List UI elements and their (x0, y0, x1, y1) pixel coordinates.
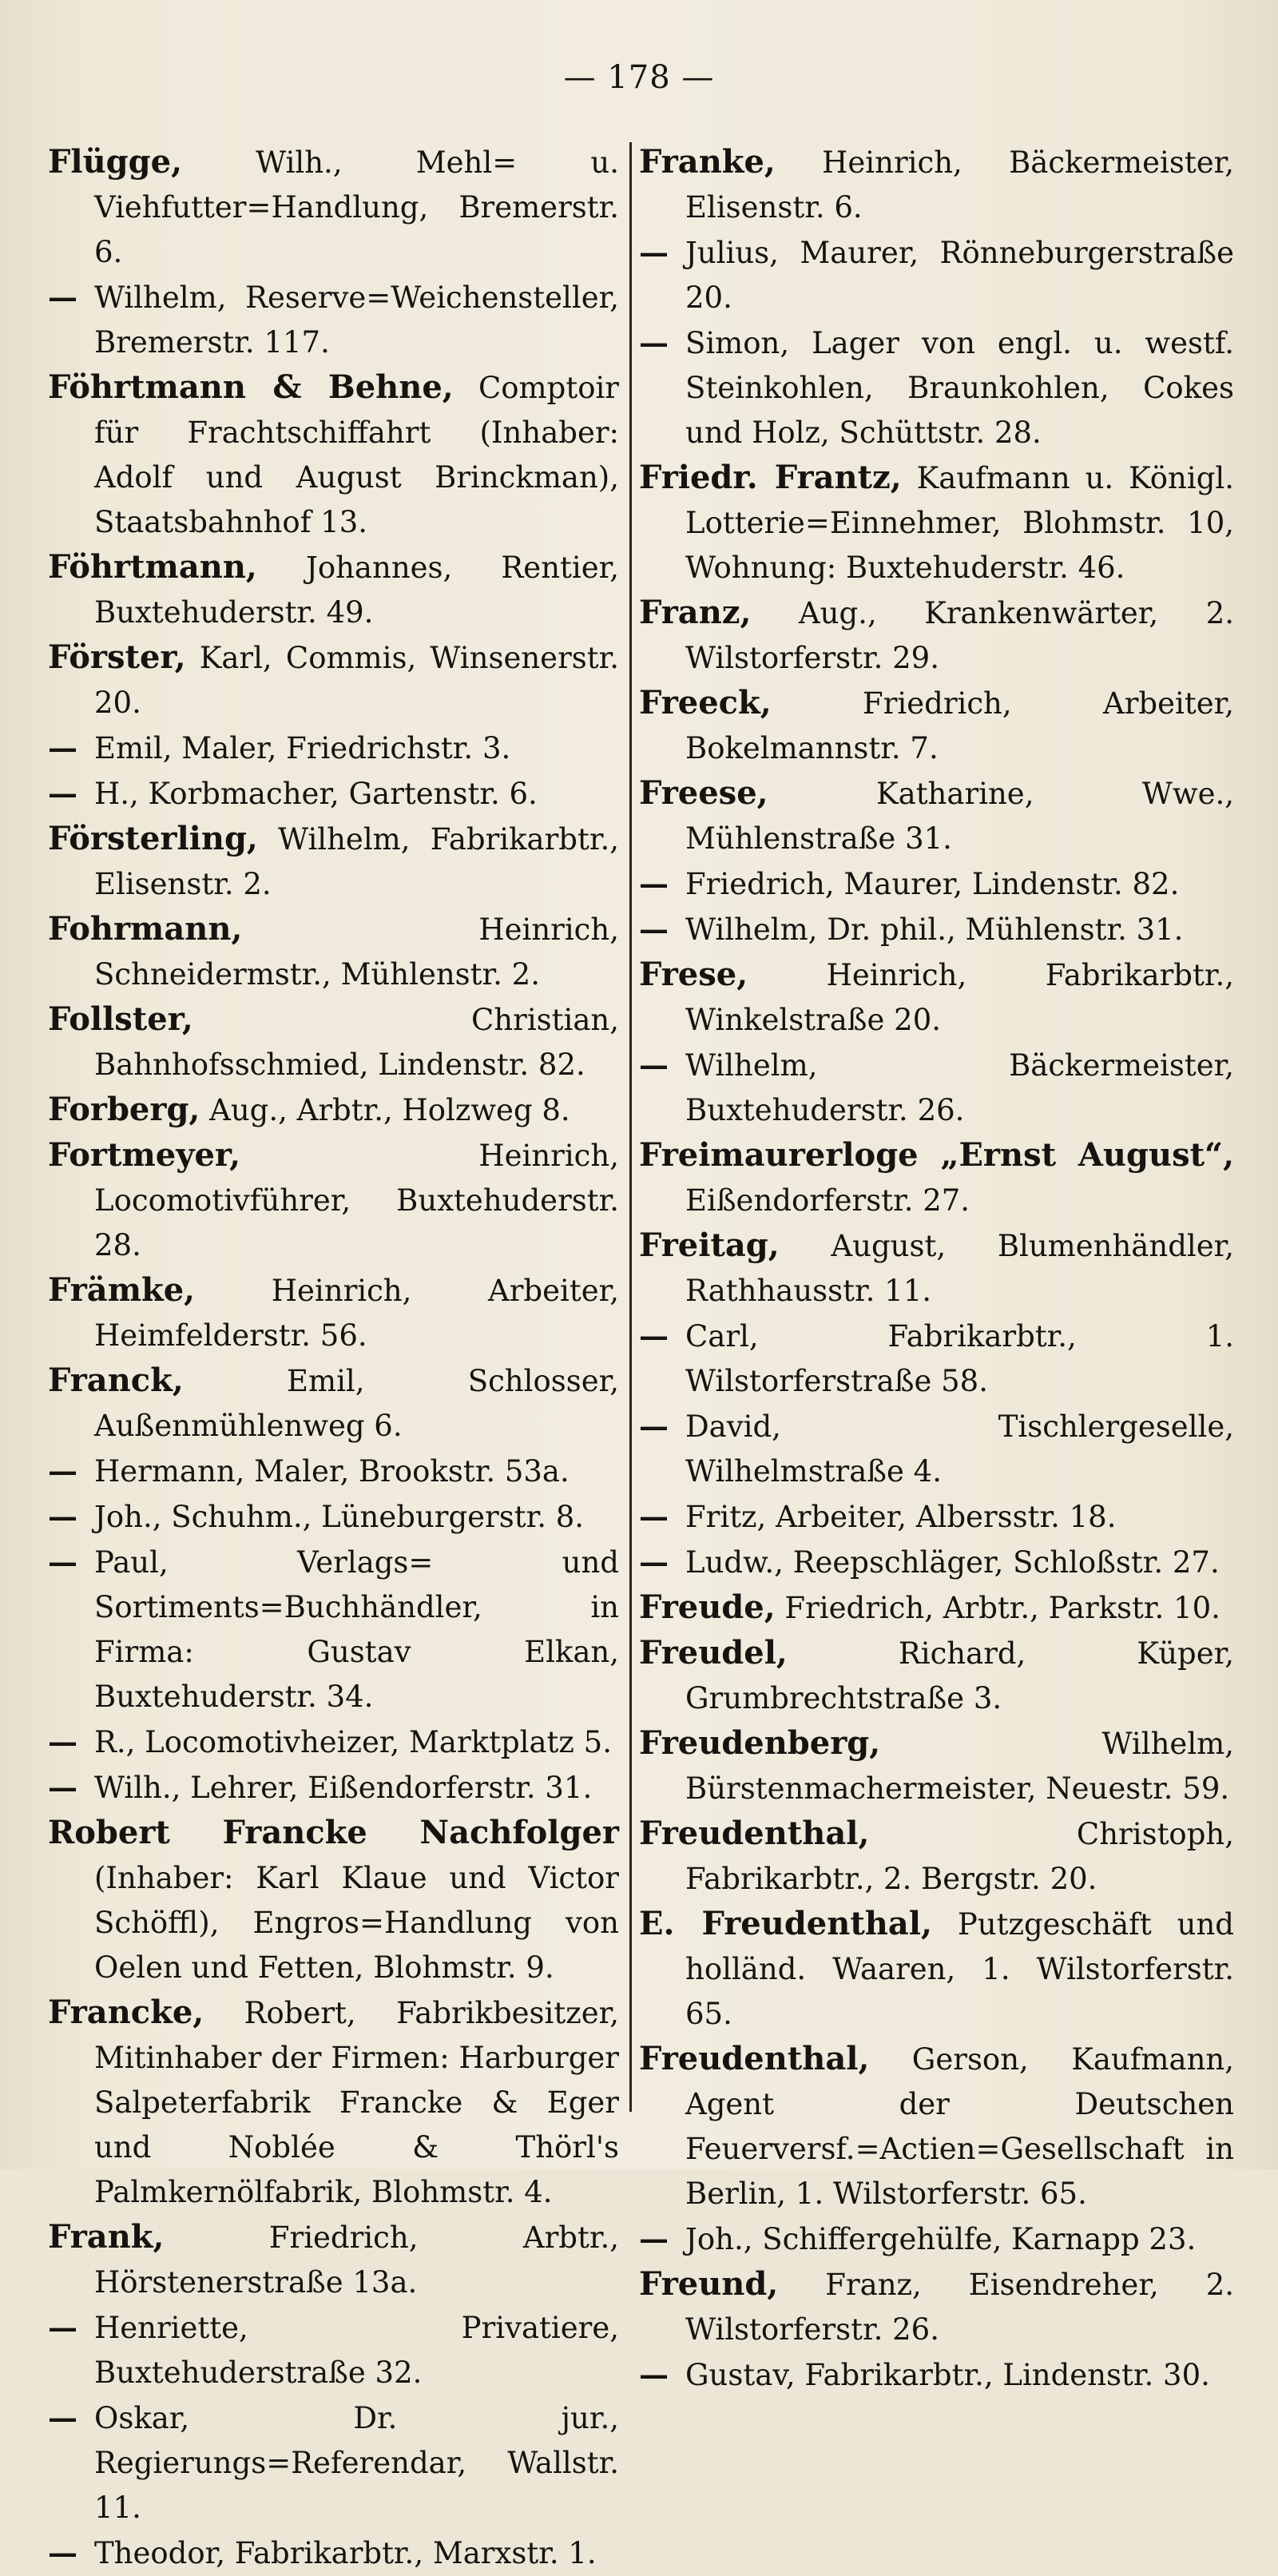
ditto-dash: — (639, 1409, 669, 1444)
entry-details: Wilhelm, Fabrikarbtr., Elisenstr. 2. (94, 822, 619, 901)
entry-details: Christian, Bahnhofsschmied, Lindenstr. 82. (94, 1003, 619, 1082)
ditto-dash: — (48, 1724, 77, 1759)
ditto-dash: — (48, 2310, 77, 2345)
entry-details: Aug., Arbtr., Holzweg 8. (200, 1093, 570, 1127)
entry-details: Ludw., Reepschläger, Schloßstr. 27. (685, 1545, 1220, 1580)
directory-entry (639, 2037, 1234, 2216)
ditto-dash: — (48, 2535, 77, 2570)
ditto-dash: — (639, 235, 669, 270)
ditto-dash: — (48, 1544, 77, 1580)
entry-details: Karl, Commis, Winsenerstr. 20. (94, 641, 619, 720)
entry-details: David, Tischlergeselle, Wilhelmstraße 4. (685, 1409, 1234, 1489)
sub-entry (48, 2305, 619, 2395)
entry-name: Flügge, (48, 143, 182, 181)
entry-details: Paul, Verlags= und Sortiments=Buchhändler, in Firma: Gustav Elkan, Buxtehuderstr. 34. (94, 1545, 619, 1714)
entry-name: Förster, (48, 638, 186, 676)
ditto-dash: — (48, 280, 77, 315)
entry-name: Freudenberg, (639, 1724, 881, 1762)
entry-details: Gustav, Fabrikarbtr., Lindenstr. 30. (685, 2358, 1210, 2392)
entry-name: Försterling, (48, 820, 258, 857)
ditto-dash: — (639, 1318, 669, 1354)
entry-details: Gerson, Kaufmann, Agent der Deutschen Feuerversf.=Actien=Gesellschaft in Berlin, 1. Wilstorferstr. 65. (685, 2042, 1234, 2211)
sub-entry (639, 1540, 1234, 1585)
directory-entry (48, 1268, 619, 1358)
directory-entry (639, 1631, 1234, 1721)
directory-entry (639, 140, 1234, 230)
sub-entry (48, 771, 619, 817)
entry-details: Wilhelm, Bürstenmachermeister, Neuestr. 59. (685, 1727, 1234, 1806)
sub-entry (48, 2530, 619, 2576)
ditto-dash: — (48, 776, 77, 811)
entry-details: R., Locomotivheizer, Marktplatz 5. (94, 1725, 612, 1759)
entry-details: Emil, Schlosser, Außenmühlenweg 6. (94, 1364, 619, 1443)
entry-details: Wilh., Lehrer, Eißendorferstr. 31. (94, 1771, 593, 1805)
ditto-dash: — (48, 2400, 77, 2435)
entry-name: Freude, (639, 1588, 776, 1626)
entry-details: Johannes, Rentier, Buxtehuderstr. 49. (94, 551, 619, 630)
entry-details: Henriette, Privatiere, Buxtehuderstraße 32. (94, 2311, 619, 2390)
directory-entry (48, 365, 619, 545)
entry-name: Freund, (639, 2265, 779, 2303)
entry-details: Hermann, Maler, Brookstr. 53a. (94, 1454, 570, 1489)
entry-details: Theodor, Fabrikarbtr., Marxstr. 1. (94, 2536, 597, 2570)
entry-name: Freimaurerloge „Ernst August“, (639, 1136, 1234, 1174)
entry-details: Oskar, Dr. jur., Regierungs=Referendar, Wallstr. 11. (94, 2401, 619, 2525)
directory-entry (639, 455, 1234, 590)
entry-details: Emil, Maler, Friedrichstr. 3. (94, 731, 511, 765)
directory-entry (639, 952, 1234, 1043)
left-column (48, 140, 619, 2576)
entry-details: Heinrich, Fabrikarbtr., Winkelstraße 20. (685, 958, 1234, 1037)
entry-details: Robert, Fabrikbesitzer, Mitinhaber der Firmen: Harburger Salpeterfabrik Francke & Eger und Noblée & Thörl's Palmkernölfabrik, Blohmstr. 4. (94, 1996, 619, 2209)
directory-entry (639, 1223, 1234, 1314)
entry-name: Freitag, (639, 1226, 780, 1264)
sub-entry (639, 2216, 1234, 2262)
sub-entry (639, 1314, 1234, 1404)
directory-entry (639, 1721, 1234, 1811)
entry-details: August, Blumenhändler, Rathhausstr. 11. (685, 1229, 1234, 1308)
directory-entry (48, 1358, 619, 1449)
entry-name: Forberg, (48, 1091, 200, 1128)
entry-details: Heinrich, Schneidermstr., Mühlenstr. 2. (94, 912, 619, 992)
sub-entry (48, 1765, 619, 1811)
directory-entry (48, 545, 619, 635)
ditto-dash: — (639, 866, 669, 901)
sub-entry (48, 275, 619, 365)
entry-name: Freese, (639, 774, 768, 812)
sub-entry (639, 1404, 1234, 1494)
directory-entry (639, 681, 1234, 771)
entry-details: Richard, Küper, Grumbrechtstraße 3. (685, 1636, 1234, 1715)
directory-entry (48, 1990, 619, 2215)
entry-details: Wilhelm, Reserve=Weichensteller, Bremerstr. 117. (94, 280, 619, 360)
entry-details: (Inhaber: Karl Klaue und Victor Schöffl), Engros=Handlung von Oelen und Fetten, Blohmstr. 9. (94, 1861, 619, 1985)
directory-entry (639, 1133, 1234, 1223)
directory-entry (639, 1585, 1234, 1631)
ditto-dash: — (639, 2357, 669, 2392)
entry-details: Christoph, Fabrikarbtr., 2. Bergstr. 20. (685, 1817, 1234, 1896)
entry-name: E. Freudenthal, (639, 1905, 932, 1942)
entry-name: Främke, (48, 1271, 196, 1309)
entry-name: Frese, (639, 956, 748, 993)
entry-details: Wilhelm, Bäckermeister, Buxtehuderstr. 26. (685, 1048, 1234, 1127)
entry-name: Franke, (639, 143, 776, 181)
entry-details: Kaufmann u. Königl. Lotterie=Einnehmer, Blohmstr. 10, Wohnung: Buxtehuderstr. 46. (685, 461, 1234, 585)
entry-details: Heinrich, Locomotivführer, Buxtehuderstr. 28. (94, 1139, 619, 1262)
entry-details: Friedrich, Arbeiter, Bokelmannstr. 7. (685, 686, 1234, 765)
entry-details: Franz, Eisendreher, 2. Wilstorferstr. 26. (685, 2268, 1234, 2347)
directory-entry (48, 817, 619, 907)
entry-details: Heinrich, Bäckermeister, Elisenstr. 6. (685, 145, 1234, 225)
entry-details: Heinrich, Arbeiter, Heimfelderstr. 56. (94, 1274, 619, 1353)
entry-details: Friedrich, Arbtr., Parkstr. 10. (775, 1591, 1220, 1625)
directory-entry (48, 1811, 619, 1990)
sub-entry (639, 230, 1234, 320)
directory-entry (48, 635, 619, 725)
entry-details: Eißendorferstr. 27. (685, 1183, 970, 1218)
entry-details: Comptoir für Frachtschiffahrt (Inhaber: Adolf und August Brinckman), Staatsbahnhof 13. (94, 371, 619, 539)
ditto-dash: — (48, 1770, 77, 1805)
entry-name: Follster, (48, 1000, 193, 1038)
sub-entry (639, 1043, 1234, 1133)
entry-name: Robert Francke Nachfolger (48, 1814, 619, 1851)
sub-entry (48, 1449, 619, 1494)
directory-entry (48, 907, 619, 997)
sub-entry (639, 861, 1234, 907)
entry-details: Carl, Fabrikarbtr., 1. Wilstorferstraße 58. (685, 1319, 1234, 1398)
entry-name: Föhrtmann, (48, 548, 257, 586)
ditto-dash: — (639, 912, 669, 947)
ditto-dash: — (48, 1453, 77, 1489)
sub-entry (48, 1719, 619, 1765)
right-column (639, 140, 1234, 2398)
entry-details: Wilhelm, Dr. phil., Mühlenstr. 31. (685, 912, 1184, 947)
column-divider (629, 142, 632, 2112)
ditto-dash: — (639, 1499, 669, 1534)
sub-entry (639, 2352, 1234, 2398)
entry-name: Freudenthal, (639, 1815, 870, 1852)
directory-entry (639, 1902, 1234, 2037)
entry-name: Francke, (48, 1994, 204, 2031)
entry-details: Joh., Schiffergehülfe, Karnapp 23. (685, 2222, 1197, 2256)
ditto-dash: — (48, 730, 77, 765)
page-number: — 178 — (563, 59, 715, 96)
entry-name: Freudenthal, (639, 2040, 870, 2077)
entry-details: Aug., Krankenwärter, 2. Wilstorferstr. 29. (685, 596, 1234, 675)
sub-entry (639, 1494, 1234, 1540)
entry-details: Simon, Lager von engl. u. westf. Steinkohlen, Braunkohlen, Cokes und Holz, Schüttstr. 28. (685, 326, 1234, 450)
ditto-dash: — (639, 1047, 669, 1083)
directory-entry (639, 590, 1234, 681)
entry-details: Julius, Maurer, Rönneburgerstraße 20. (685, 236, 1234, 315)
entry-details: H., Korbmacher, Gartenstr. 6. (94, 777, 538, 811)
directory-entry (639, 771, 1234, 861)
entry-details: Putzgeschäft und holländ. Waaren, 1. Wilstorferstr. 65. (685, 1907, 1234, 2031)
sub-entry (639, 320, 1234, 455)
entry-name: Friedr. Frantz, (639, 459, 902, 496)
directory-entry (48, 1087, 619, 1133)
entry-name: Franz, (639, 594, 752, 631)
ditto-dash: — (639, 1544, 669, 1580)
sub-entry (48, 1540, 619, 1719)
directory-entry (639, 1811, 1234, 1902)
directory-entry (48, 2215, 619, 2305)
directory-entry (48, 140, 619, 275)
entry-name: Fohrmann, (48, 910, 243, 948)
entry-name: Freeck, (639, 684, 772, 722)
sub-entry (48, 1494, 619, 1540)
ditto-dash: — (639, 2221, 669, 2256)
entry-details: Fritz, Arbeiter, Albersstr. 18. (685, 1500, 1117, 1534)
entry-details: Friedrich, Maurer, Lindenstr. 82. (685, 867, 1180, 901)
directory-entry (48, 997, 619, 1087)
ditto-dash: — (639, 325, 669, 360)
directory-entry (48, 1133, 619, 1268)
sub-entry (48, 725, 619, 771)
entry-details: Friedrich, Arbtr., Hörstenerstraße 13a. (94, 2220, 619, 2300)
entry-name: Frank, (48, 2218, 165, 2256)
entry-name: Föhrtmann & Behne, (48, 368, 454, 406)
sub-entry (48, 2395, 619, 2530)
ditto-dash: — (48, 1499, 77, 1534)
entry-name: Freudel, (639, 1634, 788, 1672)
entry-details: Wilh., Mehl= u. Viehfutter=Handlung, Bremerstr. 6. (94, 145, 619, 269)
entry-name: Franck, (48, 1362, 184, 1399)
entry-details: Joh., Schuhm., Lüneburgerstr. 8. (94, 1500, 585, 1534)
sub-entry (639, 907, 1234, 952)
directory-entry (639, 2262, 1234, 2352)
entry-details: Katharine, Wwe., Mühlenstraße 31. (685, 777, 1234, 856)
entry-name: Fortmeyer, (48, 1136, 240, 1174)
